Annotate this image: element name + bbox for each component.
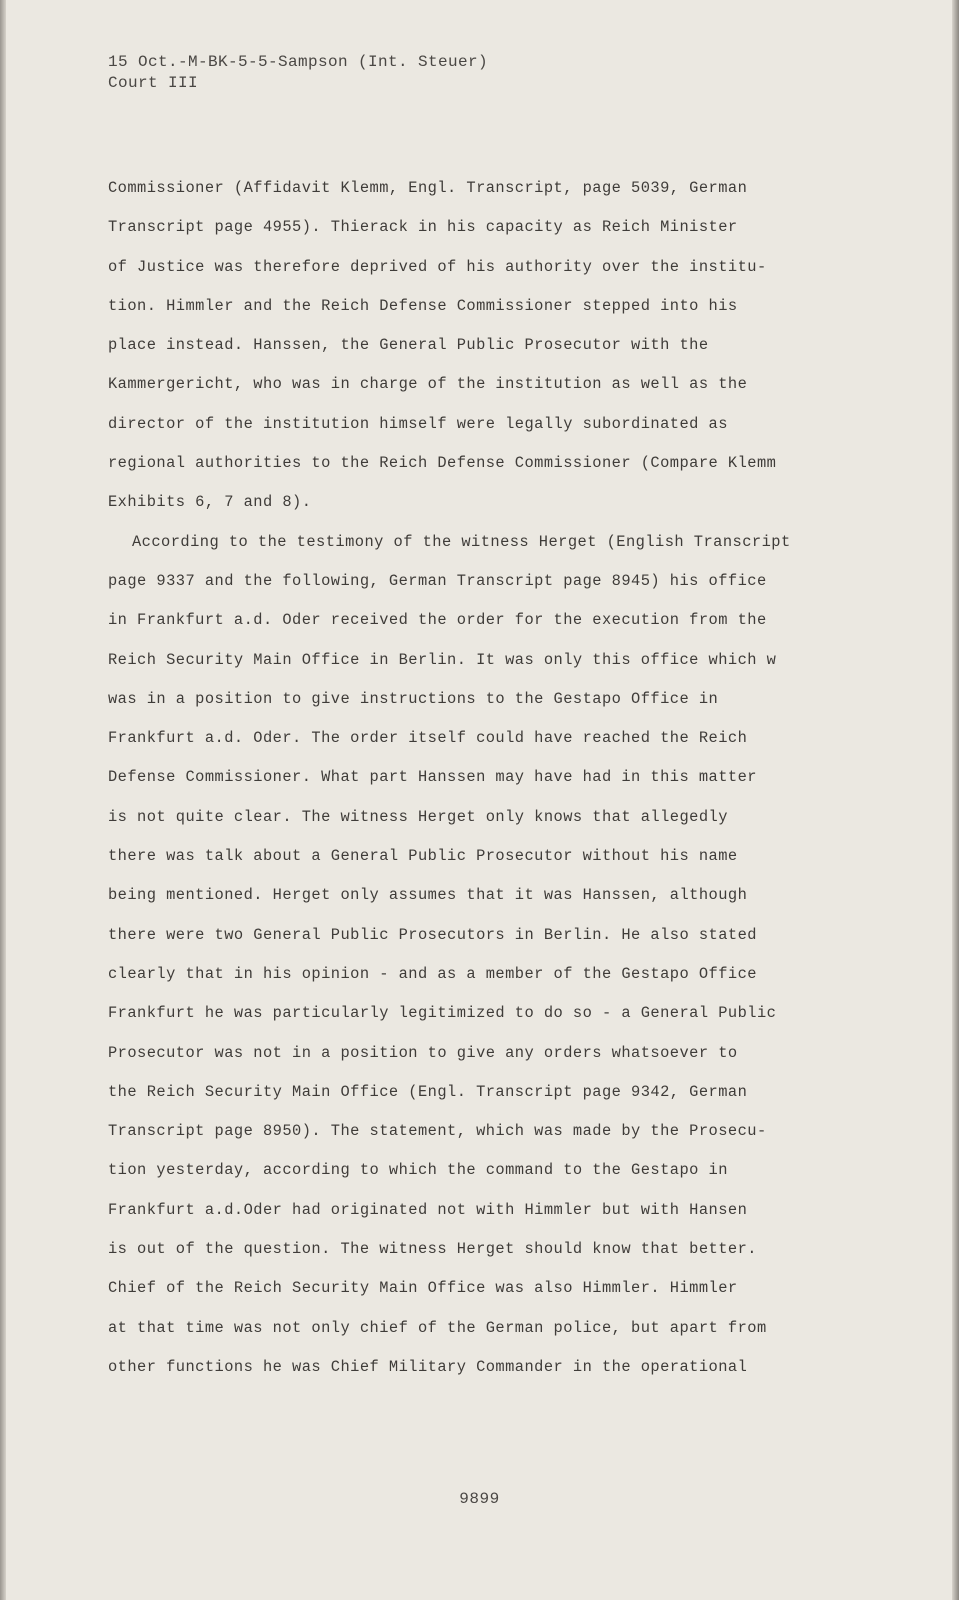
page-number: 9899	[459, 1490, 500, 1508]
text-line: Transcript page 8950). The statement, which was made by the Prosecu-	[108, 1122, 767, 1141]
document-header	[108, 52, 488, 94]
left-page-edge	[0, 0, 6, 1600]
text-line: at that time was not only chief of the German police, but apart from	[108, 1318, 767, 1337]
text-line: regional authorities to the Reich Defense Commissioner (Compare Klemm	[108, 454, 777, 473]
text-line: director of the institution himself were legally subordinated as	[108, 414, 728, 433]
text-line: Frankfurt a.d. Oder. The order itself could have reached the Reich	[108, 729, 748, 748]
text-line: Frankfurt he was particularly legitimized to do so - a General Public	[108, 1004, 777, 1023]
text-line: Defense Commissioner. What part Hanssen may have had in this matter	[108, 768, 757, 787]
text-line: being mentioned. Herget only assumes that it was Hanssen, although	[108, 886, 748, 905]
text-line: clearly that in his opinion - and as a member of the Gestapo Office	[108, 964, 757, 983]
text-line: place instead. Hanssen, the General Public Prosecutor with the	[108, 336, 709, 355]
text-line: is out of the question. The witness Herget should know that better.	[108, 1240, 757, 1259]
paragraph-start-line: According to the testimony of the witness Herget (English Transcript	[132, 532, 791, 551]
text-line: of Justice was therefore deprived of his authority over the institu-	[108, 257, 767, 276]
text-line: Reich Security Main Office in Berlin. It was only this office which w	[108, 650, 777, 669]
text-line: Commissioner (Affidavit Klemm, Engl. Transcript, page 5039, German	[108, 179, 748, 197]
text-line: Exhibits 6, 7 and 8).	[108, 493, 312, 512]
header-court-line: Court III	[108, 74, 199, 92]
text-line: the Reich Security Main Office (Engl. Transcript page 9342, German	[108, 1082, 748, 1101]
right-page-edge	[952, 0, 959, 1600]
text-line: Chief of the Reich Security Main Office was also Himmler. Himmler	[108, 1279, 738, 1298]
text-line: Kammergericht, who was in charge of the institution as well as the	[108, 375, 748, 394]
header-session-line: 15 Oct.-M-BK-5-5-Sampson (Int. Steuer)	[108, 53, 489, 71]
text-line: there was talk about a General Public Prosecutor without his name	[108, 847, 738, 866]
text-line: there were two General Public Prosecutors in Berlin. He also stated	[108, 925, 757, 944]
text-line: tion yesterday, according to which the command to the Gestapo in	[108, 1161, 728, 1180]
text-line: page 9337 and the following, German Transcript page 8945) his office	[108, 571, 767, 590]
text-line: Prosecutor was not in a position to give any orders whatsoever to	[108, 1043, 738, 1062]
text-line: Transcript page 4955). Thierack in his capacity as Reich Minister	[108, 218, 738, 237]
text-line: in Frankfurt a.d. Oder received the order for the execution from the	[108, 611, 767, 630]
text-line: Frankfurt a.d.Oder had originated not with Himmler but with Hansen	[108, 1200, 748, 1219]
text-line: was in a position to give instructions to the Gestapo Office in	[108, 689, 719, 708]
text-line: is not quite clear. The witness Herget only knows that allegedly	[108, 807, 728, 826]
transcript-body	[108, 176, 848, 1394]
text-line: tion. Himmler and the Reich Defense Commissioner stepped into his	[108, 296, 738, 315]
text-line: other functions he was Chief Military Commander in the operational	[108, 1357, 748, 1376]
